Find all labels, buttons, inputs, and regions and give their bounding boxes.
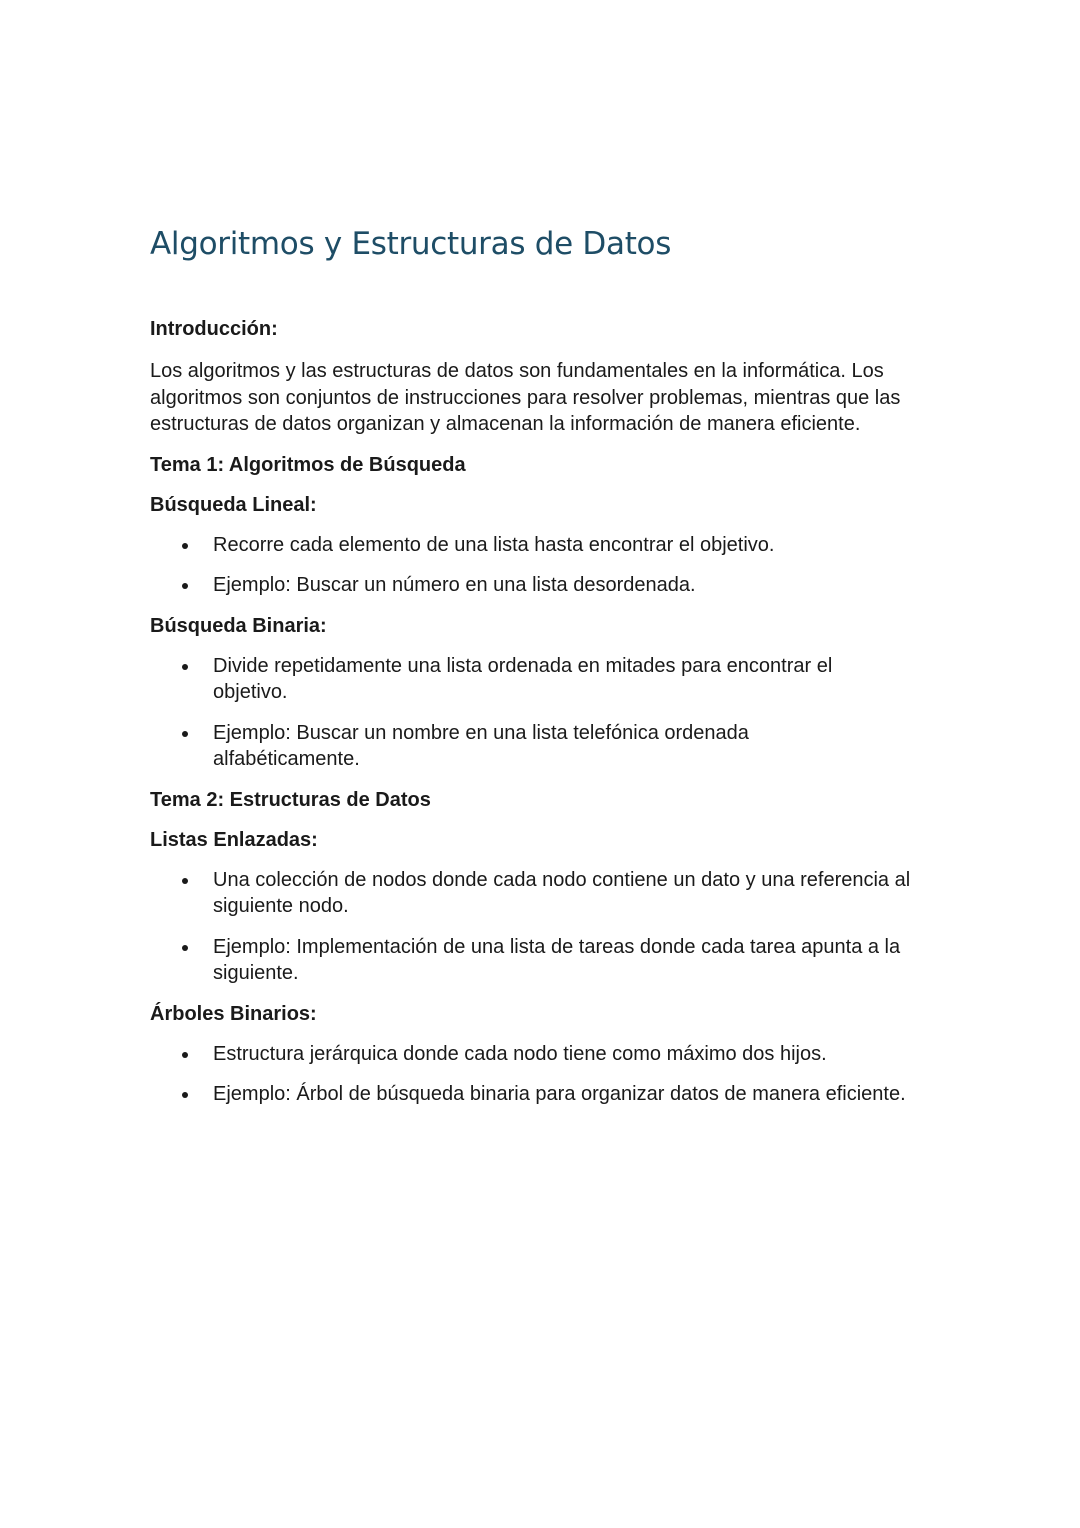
tema1-heading: Tema 1: Algoritmos de Búsqueda bbox=[150, 453, 466, 476]
bullet-icon bbox=[182, 583, 188, 589]
list-item bbox=[150, 1081, 923, 1108]
bullet-icon bbox=[182, 731, 188, 737]
busqueda-binaria-heading: Búsqueda Binaria: bbox=[150, 614, 327, 637]
document-title: Algoritmos y Estructuras de Datos bbox=[150, 226, 672, 262]
arboles-binarios-list bbox=[150, 1041, 940, 1108]
list-item bbox=[150, 867, 940, 920]
list-item-text: Una colección de nodos donde cada nodo contiene un dato y una referencia al siguiente nodo. bbox=[213, 868, 911, 917]
list-item bbox=[150, 532, 940, 559]
list-item bbox=[150, 720, 853, 773]
busqueda-lineal-heading: Búsqueda Lineal: bbox=[150, 493, 317, 516]
list-item-text: Recorre cada elemento de una lista hasta encontrar el objetivo. bbox=[213, 533, 775, 556]
list-item bbox=[150, 572, 940, 599]
list-item-text: Ejemplo: Implementación de una lista de tareas donde cada tarea apunta a la siguiente. bbox=[213, 935, 901, 984]
bullet-icon bbox=[182, 1052, 188, 1058]
listas-enlazadas-list bbox=[150, 867, 940, 987]
list-item-text: Ejemplo: Buscar un nombre en una lista telefónica ordenada alfabéticamente. bbox=[213, 721, 749, 770]
intro-paragraph: Los algoritmos y las estructuras de datos son fundamentales en la informática. Los algoritmos son conjuntos de instrucciones para resolver problemas, mientras que las estructuras de datos organizan y almacenan la información de manera eficiente. bbox=[150, 360, 901, 435]
bullet-icon bbox=[182, 878, 188, 884]
list-item bbox=[150, 1041, 940, 1068]
list-item-text: Ejemplo: Buscar un número en una lista desordenada. bbox=[213, 574, 696, 596]
list-item bbox=[150, 934, 940, 987]
bullet-icon bbox=[182, 1092, 188, 1098]
bullet-icon bbox=[182, 945, 188, 951]
bullet-icon bbox=[182, 543, 188, 549]
tema2-heading: Tema 2: Estructuras de Datos bbox=[150, 788, 431, 811]
listas-enlazadas-heading: Listas Enlazadas: bbox=[150, 828, 318, 851]
bullet-icon bbox=[182, 664, 188, 670]
busqueda-binaria-list bbox=[150, 653, 940, 773]
busqueda-lineal-list bbox=[150, 532, 940, 599]
arboles-binarios-heading: Árboles Binarios: bbox=[150, 1002, 317, 1025]
list-item-text: Divide repetidamente una lista ordenada en mitades para encontrar el objetivo. bbox=[213, 654, 833, 703]
list-item bbox=[150, 653, 883, 706]
list-item-text: Ejemplo: Árbol de búsqueda binaria para organizar datos de manera eficiente. bbox=[213, 1083, 906, 1105]
intro-heading: Introducción: bbox=[150, 318, 278, 340]
list-item-text: Estructura jerárquica donde cada nodo tiene como máximo dos hijos. bbox=[213, 1042, 827, 1065]
document-page bbox=[150, 222, 940, 1122]
